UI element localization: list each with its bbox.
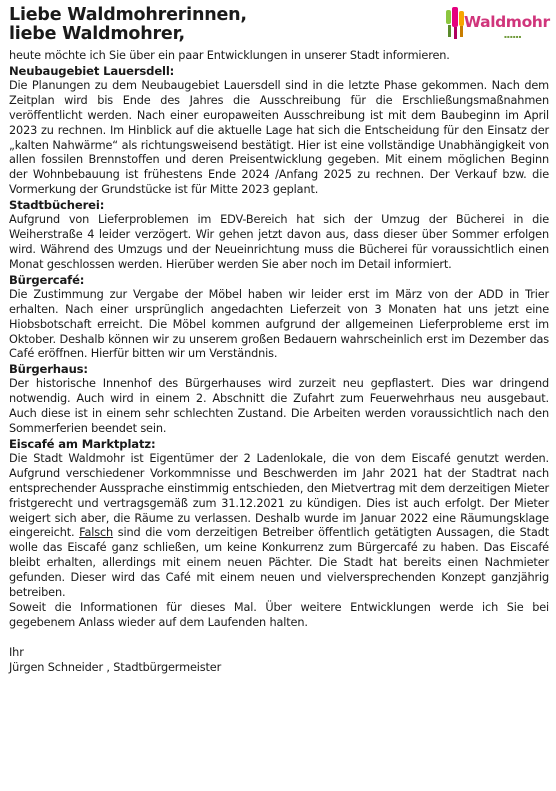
section-neubaugebiet xyxy=(9,64,549,198)
underlined-word: Falsch xyxy=(79,526,114,540)
closing-text: Soweit die Informationen für dieses Mal. Über weitere Entwicklungen werde ich Sie bei gegebenem Anlass wieder auf dem Laufenden halten. xyxy=(9,601,549,629)
letter-body xyxy=(9,49,549,676)
section-text: Aufgrund von Lieferproblemen im EDV-Bereich hat sich der Umzug der Bücherei in die Weiherstraße 4 leider verzögert. Wir gehen jetzt davon aus, dass dieser über Sommer erfolgen wird. Während des Umzugs und der Neueinrichtung muss die Bücherei für voraussichtlich einen Monat geschlossen werden. Hierüber werden Sie aber noch im Detail informiert. xyxy=(9,213,549,271)
section-title: Eiscafé am Marktplatz: xyxy=(9,436,156,451)
tree-logo-icon xyxy=(444,7,466,41)
section-title: Bürgercafé: xyxy=(9,272,85,287)
section-stadtbuecherei xyxy=(9,198,549,273)
section-title: Stadtbücherei: xyxy=(9,198,105,213)
section-title: Bürgerhaus: xyxy=(9,362,88,377)
greeting-line-1: Liebe Waldmohrerinnen, xyxy=(9,5,247,25)
section-text: Die Planungen zu dem Neubaugebiet Lauersdell sind in die letzte Phase gekommen. Nach dem Zeitplan wird bis Ende des Jahres die Ausschreibung für die Erschließungsmaßnahmen veröffentlicht werden. Nach einer europaweiten Ausschreibung ist mit dem Baubeginn im April 2023 zu rechnen. Im Hinblick auf die aktuelle Lage hat sich die Entscheidung für den Einsatz der „kalten Nahwärme“ als richtungsweisend bestätigt. Hier ist eine vollständige Unabhängigkeit von allen fossilen Brennstoffen und deren Preisentwicklung gegeben. Mit einem möglichen Beginn der Wohnbebauung ist frühestens Ende 2024 /Anfang 2025 zu rechnen. Der Verkauf bzw. die Vormerkung der Grundstücke ist für Mitte 2023 geplant. xyxy=(9,78,549,197)
section-eiscafe xyxy=(9,437,549,601)
section-text xyxy=(9,452,549,601)
signature-salutation: Ihr xyxy=(9,645,24,659)
logo-wordmark: Waldmohr xyxy=(464,13,550,31)
section-text: Der historische Innenhof des Bürgerhauses wird zurzeit neu gepflastert. Dies war dringend notwendig. Auch wird in einem 2. Abschnitt die Zufahrt zum Feuerwehrhaus neu ausgebaut. Auch diese ist in einem sehr schlechten Zustand. Die Arbeiten werden voraussichtlich nach den Sommerferien beendet sein. xyxy=(9,377,549,436)
waldmohr-logo xyxy=(444,7,550,49)
greeting-line-2: liebe Waldmohrer, xyxy=(9,24,185,44)
intro-text: heute möchte ich Sie über ein paar Entwicklungen in unserer Stadt informieren. xyxy=(9,49,450,62)
logo-tagline-mark: ▪▪▪▪▪▪ xyxy=(504,34,522,39)
section-buergercafe xyxy=(9,273,549,363)
section-title: Neubaugebiet Lauersdell: xyxy=(9,63,175,78)
signature-name: Jürgen Schneider , Stadtbürgermeister xyxy=(9,660,222,674)
signature xyxy=(9,646,549,676)
section-buergerhaus xyxy=(9,362,549,437)
section-text: Die Zustimmung zur Vergabe der Möbel haben wir leider erst im März von der ADD in Trier erhalten. Nach einer ursprünglich angedachten Lieferzeit von 3 Monaten hat uns jetzt eine Hiobsbotschaft erreicht. Die Möbel kommen aufgrund der allgemeinen Lieferprobleme erst im Oktober. Deshalb können wir zu unserem großen Bedauern wahrscheinlich erst im Dezember das Café eröffnen. Hierfür bitten wir um Verständnis. xyxy=(9,287,549,361)
section-text-part-1: Die Stadt Waldmohr ist Eigentümer der 2 Ladenlokale, die von dem Eiscafé genutzt werden. Aufgrund verschiedener Vorkommnisse und Beschwerden im Jahr 2021 hat der Stadtrat nach entsprechender Aussprache einstimmig entschieden, den Mietvertrag mit dem derzeitigen Mieter fristgerecht und vertragsgemäß zum 31.12.2021 zu kündigen. Dies ist auch erfolgt. Der Mieter weigert sich aber, die Räume zu verlassen. Deshalb wurde im Januar 2022 eine Räumungsklage eingereicht. xyxy=(9,451,549,540)
section-text-part-2: sind die vom derzeitigen Betreiber öffentlich getätigten Aussagen, die Stadt wolle das Eiscafé ganz schließen, um keine Konkurrenz zum Bürgercafé zu haben. Das Eiscafé bleibt erhalten, allerdings mit einem neuen Pächter. Die Stadt hat bereits einen Nachmieter gefunden. Dieser wird das Café mit einem neuen und vielversprechenden Konzept ganzjährig betreiben. xyxy=(9,526,550,600)
